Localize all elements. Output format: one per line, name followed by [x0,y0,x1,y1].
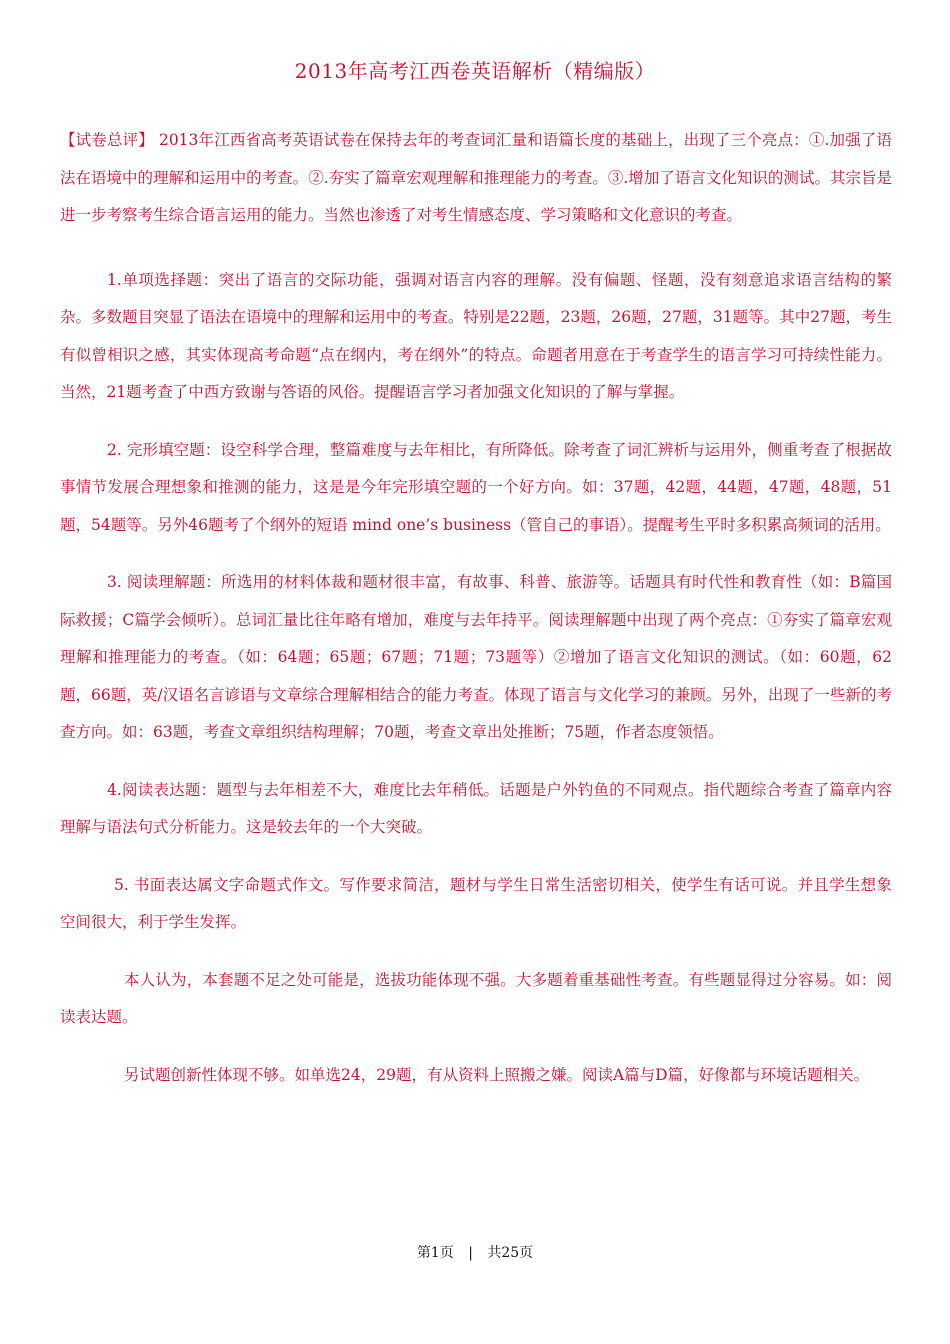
total-pages: 共25页 [487,1245,534,1261]
paragraph-writing: 5. 书面表达属文字命题式作文。写作要求简洁，题材与学生日常生活密切相关，使学生有话可说。并且学生想象空间很大，利于学生发挥。 [60,875,892,931]
footer-separator: | [468,1245,473,1261]
paragraph-opinion: 本人认为，本套题不足之处可能是，选拔功能体现不强。大多题着重基础性考查。有些题显得过分容易。如：阅读表达题。 [60,970,892,1026]
paragraph-single-choice: 1.单项选择题：突出了语言的交际功能，强调对语言内容的理解。没有偏题、怪题，没有刻意追求语言结构的繁杂。多数题目突显了语法在语境中的理解和运用中的考查。特别是22题，23题，26题，27题，31题等。其中27题，考生有似曾相识之感，其实体现高考命题“点在纲内，考在纲外”的特点。命题者用意在于考查学生的语言学习可持续性能力。当然，21题考查了中西方致谢与答语的风俗。提醒语言学习者加强文化知识的了解与掌握。 [60,270,892,401]
document-body [60,122,892,1094]
document-title: 2013年高考江西卷英语解析（精编版） [294,59,656,83]
paragraph-cloze: 2. 完形填空题：设空科学合理，整篇难度与去年相比，有所降低。除考查了词汇辨析与运用外，侧重考查了根据故事情节发展合理想象和推测的能力，这是是今年完形填空题的一个好方向。如：37题，42题，44题，47题，48题，51题，54题等。另外46题考了个纲外的短语 mind one’s business（管自己的事语）。提醒考生平时多积累高频词的活用。 [60,440,892,534]
paragraph-reading-expression: 4.阅读表达题：题型与去年相差不大，难度比去年稍低。话题是户外钓鱼的不同观点。指代题综合考查了篇章内容理解与语法句式分析能力。这是较去年的一个大突破。 [60,780,892,836]
page-footer [0,1243,950,1263]
paragraph-summary: 【试卷总评】 2013年江西省高考英语试卷在保持去年的考查词汇量和语篇长度的基础上，出现了三个亮点：①.加强了语法在语境中的理解和运用中的考查。②.夯实了篇章宏观理解和推理能力的考查。③.增加了语言文化知识的测试。其宗旨是进一步考察考生综合语言运用的能力。当然也渗透了对考生情感态度、学习策略和文化意识的考查。 [60,131,892,224]
paragraph-reading-comprehension: 3. 阅读理解题：所选用的材料体裁和题材很丰富，有故事、科普、旅游等。话题具有时代性和教育性（如：B篇国际救援；C篇学会倾听）。总词汇量比往年略有增加，难度与去年持平。阅读理解题中出现了两个亮点：①夯实了篇章宏观理解和推理能力的考查。（如：64题；65题；67题；71题；73题等）②增加了语言文化知识的测试。（如：60题，62题，66题，英/汉语名言谚语与文章综合理解相结合的能力考查。体现了语言与文化学习的兼顾。另外，出现了一些新的考查方向。如：63题，考查文章组织结构理解；70题，考查文章出处推断；75题，作者态度领悟。 [60,573,892,741]
paragraph-innovation: 另试题创新性体现不够。如单选24，29题，有从资料上照搬之嫌。阅读A篇与D篇，好像都与环境话题相关。 [124,1065,870,1084]
page-number: 第1页 [416,1245,454,1261]
